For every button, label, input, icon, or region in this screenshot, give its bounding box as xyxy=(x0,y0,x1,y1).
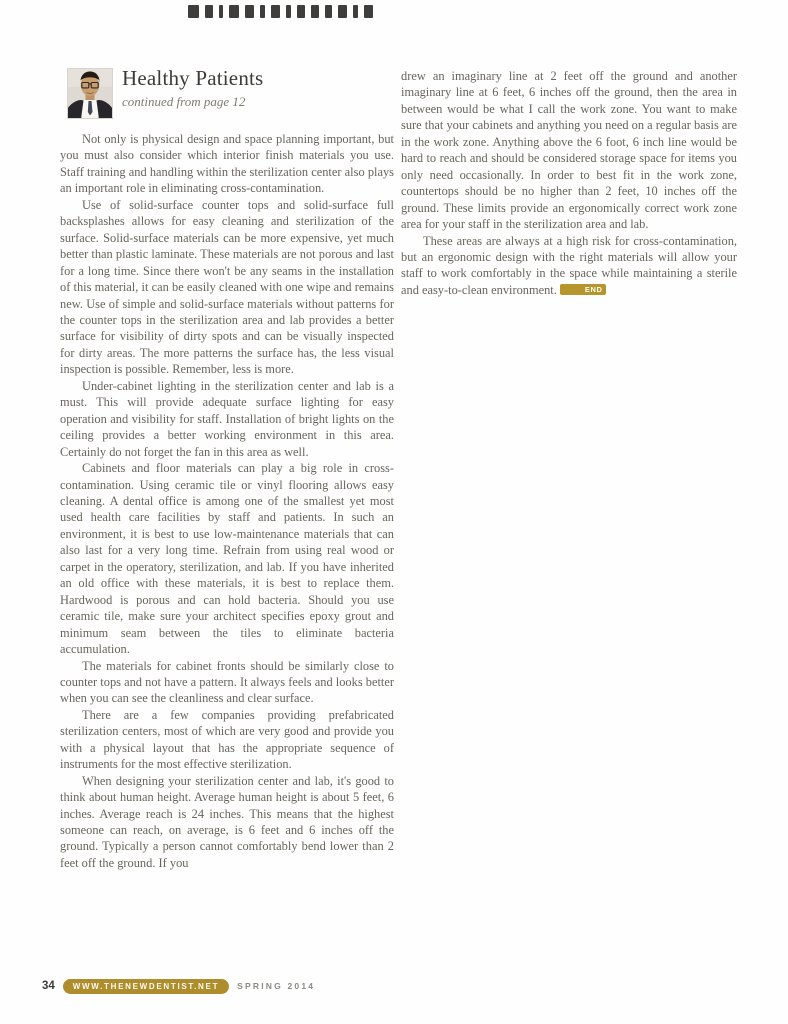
cropped-page-top-text-fragments xyxy=(188,5,373,18)
end-of-article-badge: END xyxy=(560,284,606,295)
paragraph: Under-cabinet lighting in the sterilization center and lab is a must. This will provide adequate surface lighting for easy operation and visibility for staff. Installation of bright lights on the ceiling provides a better working environment in this area. Certainly do not forget the fan in this area as well. xyxy=(60,378,394,459)
author-headshot-photo xyxy=(67,68,113,119)
website-badge: WWW.THENEWDENTIST.NET xyxy=(63,979,229,994)
paragraph-text: These areas are always at a high risk for cross-contamination, but an ergonomic design with the right materials will allow your staff to work comfortably in the space while maintaining a sterile and easy-to-clean environment. xyxy=(401,233,737,297)
issue-label: SPRING 2014 xyxy=(237,981,316,992)
article-title: Healthy Patients xyxy=(122,66,264,90)
page-footer xyxy=(42,979,315,994)
paragraph: There are a few companies providing prefabricated sterilization centers, most of which are very good and provide you with a physical layout that has the appropriate sequence of instruments for the most effective sterilization. xyxy=(60,707,394,772)
paragraph xyxy=(401,233,737,299)
paragraph: Use of solid-surface counter tops and solid-surface full backsplashes allows for easy cleaning and sterilization of the surface. Solid-surface materials can be more expensive, yet much better than plastic laminate. These materials are not porous and last for a long time. Since there won't be any seams in the installation of this material, it can be easily cleaned with one wipe and remains new. Use of simple and solid-surface materials without patterns for the counter tops in the sterilization area and lab provides a better surface for visibility of dirty spots and can be visually inspected for dirty areas. The more patterns the surface has, the less visual inspection is possible. Remember, less is more. xyxy=(60,197,394,377)
paragraph: When designing your sterilization center and lab, it's good to think about human height. Average human height is about 5 feet, 6 inches. Average reach is 24 inches. This means that the highest someone can reach, on average, is 6 feet and 6 inches off the ground. Typically a person cannot comfortably bend lower than 2 feet off the ground. If you xyxy=(60,773,394,870)
paragraph: Not only is physical design and space planning important, but you must also consider which interior finish materials you use. Staff training and handling within the sterilization center also plays an important role in eliminating cross-contamination. xyxy=(60,132,394,196)
paragraph: Cabinets and floor materials can play a big role in cross-contamination. Using ceramic tile or vinyl flooring allows easy cleaning. A dental office is among one of the smallest yet most used health care facilities by staff and patients. In such an environment, it is best to use low-maintenance materials that can also last for a very long time. Refrain from using real wood or carpet in the operatory, sterilization, and lab. If you have inherited an old office with these materials, it is best to replace them. Hardwood is porous and can hold bacteria. Should you use ceramic tile, make sure your architect specifies epoxy grout and minimum seam between the tiles to eliminate bacteria accumulation. xyxy=(60,461,394,657)
paragraph: drew an imaginary line at 2 feet off the ground and another imaginary line at 6 feet, 6 inches off the ground, then the area in between would be what I call the work zone. You want to make sure that your cabinets and anything you need on a regular basis are in the work zone. Anything above the 6 foot, 6 inch line would be hard to reach and should be considered storage space for items you only need occasionally. In order to best fit in the work zone, countertops should be no higher than 2 feet, 10 inches off the ground. These limits provide an ergonomically correct work zone area for your staff in the sterilization area and lab. xyxy=(401,69,737,232)
article-header xyxy=(122,66,402,110)
paragraph: The materials for cabinet fronts should be similarly close to counter tops and not have a pattern. It always feels and looks better when you can see the cleanliness and clear surface. xyxy=(60,658,394,706)
page-number: 34 xyxy=(42,980,55,993)
article-column-right xyxy=(401,68,737,298)
article-continued-note: continued from page 12 xyxy=(122,94,246,109)
article-column-left xyxy=(60,131,394,871)
author-headshot-illustration xyxy=(68,69,112,118)
